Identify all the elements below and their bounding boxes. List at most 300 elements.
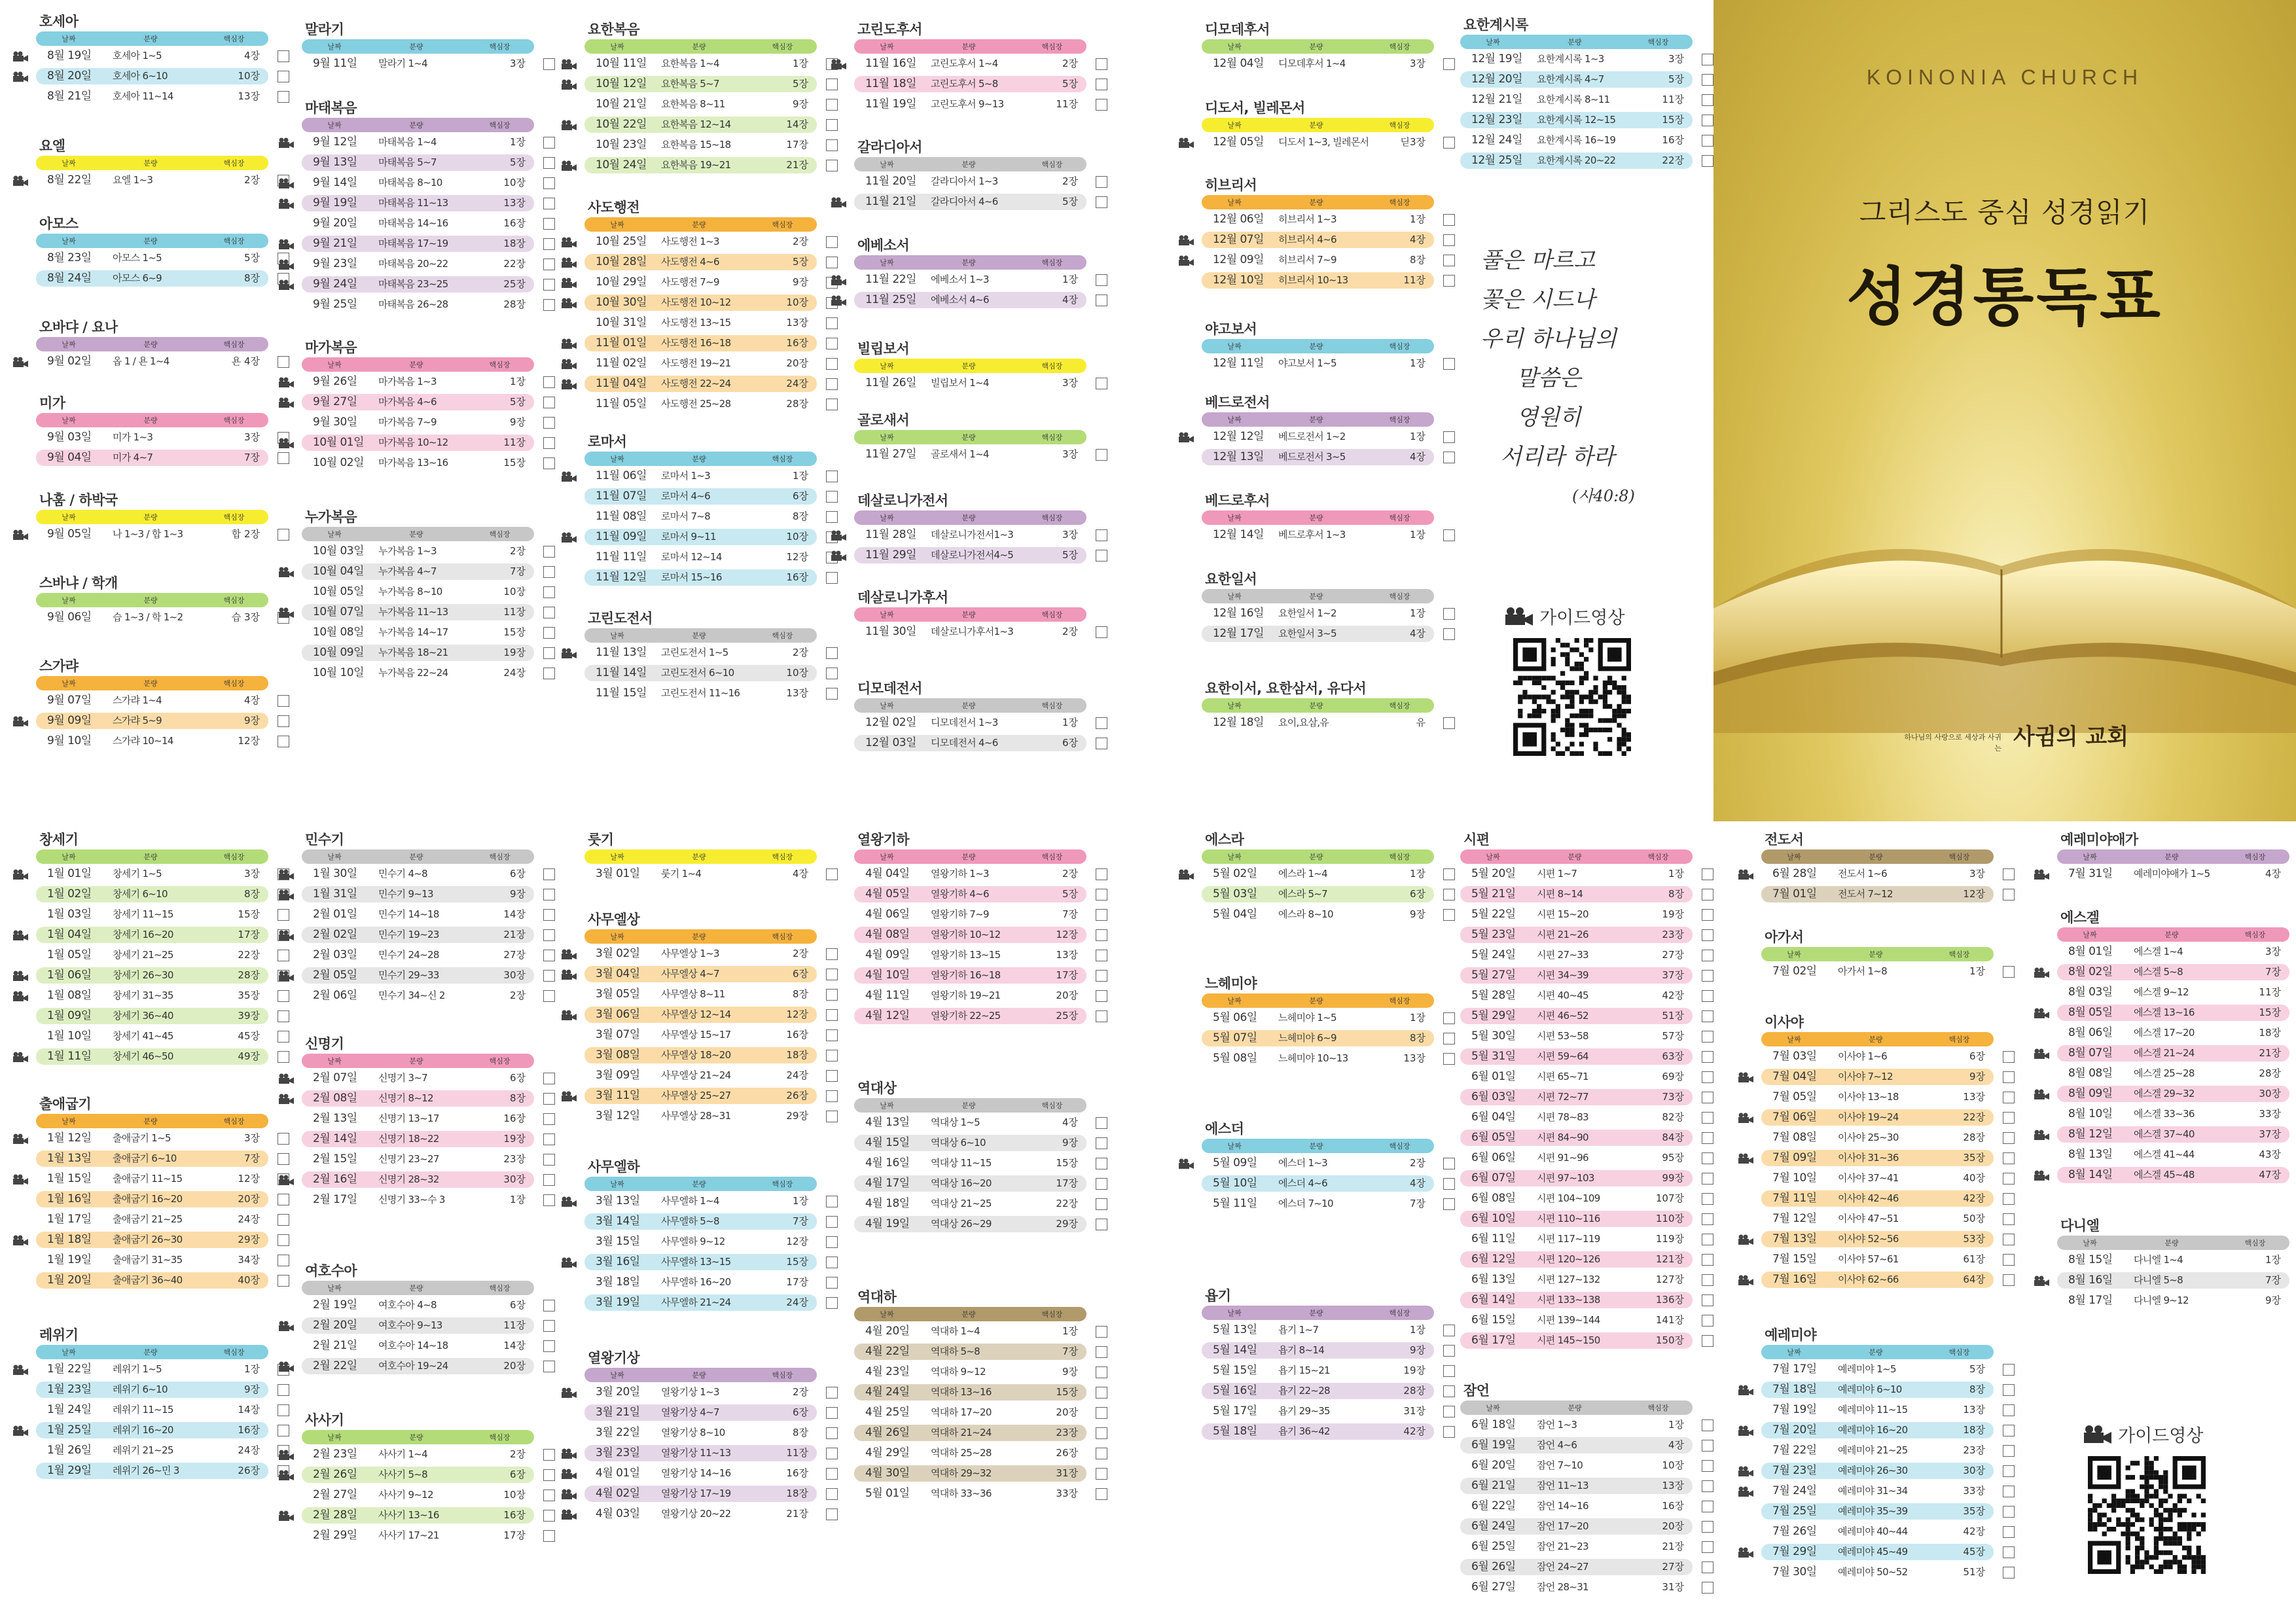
video-camera-icon[interactable] <box>278 1094 295 1104</box>
done-checkbox[interactable] <box>2003 1506 2015 1518</box>
done-checkbox[interactable] <box>1443 234 1455 246</box>
done-checkbox[interactable] <box>1096 1407 1107 1419</box>
done-checkbox[interactable] <box>543 1174 555 1186</box>
video-camera-icon[interactable] <box>2033 869 2050 880</box>
video-camera-icon[interactable] <box>278 1073 295 1084</box>
video-camera-icon[interactable] <box>2033 1170 2050 1181</box>
done-checkbox[interactable] <box>1702 970 1713 982</box>
done-checkbox[interactable] <box>1096 79 1107 90</box>
done-checkbox[interactable] <box>2003 1364 2015 1376</box>
done-checkbox[interactable] <box>826 1257 838 1268</box>
done-checkbox[interactable] <box>1702 950 1713 961</box>
header-range: 분량 <box>692 455 706 463</box>
video-camera-icon[interactable] <box>1177 869 1194 880</box>
done-checkbox[interactable] <box>1702 1254 1713 1266</box>
done-checkbox[interactable] <box>2003 868 2015 880</box>
done-checkbox[interactable] <box>2003 1051 2015 1063</box>
done-checkbox[interactable] <box>543 198 555 209</box>
video-camera-icon[interactable] <box>560 648 577 658</box>
reading-date: 7월 08일 <box>1772 1131 1817 1144</box>
video-camera-icon[interactable] <box>1737 1385 1754 1395</box>
done-checkbox[interactable] <box>1702 1521 1713 1533</box>
done-checkbox[interactable] <box>1702 1294 1713 1306</box>
done-checkbox[interactable] <box>543 1361 555 1372</box>
qr-code[interactable] <box>2088 1456 2206 1574</box>
done-checkbox[interactable] <box>1443 452 1455 463</box>
video-camera-icon[interactable] <box>278 259 295 270</box>
done-checkbox[interactable] <box>543 586 555 598</box>
video-camera-icon[interactable] <box>560 949 577 959</box>
done-checkbox[interactable] <box>2003 1193 2015 1205</box>
video-camera-icon[interactable] <box>1177 255 1194 266</box>
video-camera-icon[interactable] <box>12 71 29 82</box>
done-checkbox[interactable] <box>278 1010 289 1022</box>
done-checkbox[interactable] <box>543 668 555 679</box>
done-checkbox[interactable] <box>1702 1335 1713 1347</box>
video-camera-icon[interactable] <box>1737 1275 1754 1285</box>
video-camera-icon[interactable] <box>1177 1158 1194 1169</box>
reading-range: 출애굽기 36~40 <box>113 1274 183 1286</box>
video-camera-icon[interactable] <box>560 1489 577 1499</box>
video-camera-icon[interactable] <box>12 1425 29 1436</box>
video-camera-icon[interactable] <box>560 1509 577 1520</box>
done-checkbox[interactable] <box>826 1029 838 1041</box>
done-checkbox[interactable] <box>1702 1419 1713 1431</box>
done-checkbox[interactable] <box>1702 1460 1713 1472</box>
video-camera-icon[interactable] <box>2033 1008 2050 1018</box>
done-checkbox[interactable] <box>543 1449 555 1461</box>
done-checkbox[interactable] <box>1702 115 1713 126</box>
done-checkbox[interactable] <box>1443 275 1455 287</box>
done-checkbox[interactable] <box>1443 608 1455 620</box>
video-camera-icon[interactable] <box>278 1321 295 1331</box>
done-checkbox[interactable] <box>1096 58 1107 70</box>
done-checkbox[interactable] <box>826 1050 838 1061</box>
done-checkbox[interactable] <box>543 868 555 880</box>
done-checkbox[interactable] <box>543 1093 555 1105</box>
video-camera-icon[interactable] <box>560 969 577 980</box>
done-checkbox[interactable] <box>2003 1092 2015 1103</box>
video-camera-icon[interactable] <box>560 1448 577 1459</box>
video-camera-icon[interactable] <box>1177 137 1194 148</box>
done-checkbox[interactable] <box>2003 1384 2015 1396</box>
video-camera-icon[interactable] <box>278 1450 295 1460</box>
video-camera-icon[interactable] <box>12 716 29 726</box>
done-checkbox[interactable] <box>543 397 555 408</box>
done-checkbox[interactable] <box>1096 717 1107 729</box>
video-camera-icon[interactable] <box>12 51 29 62</box>
video-camera-icon[interactable] <box>12 529 29 540</box>
key-chapter: 7장 <box>1062 908 1078 920</box>
video-camera-icon[interactable] <box>278 1361 295 1372</box>
reading-row <box>1733 1562 1994 1582</box>
done-checkbox[interactable] <box>543 566 555 578</box>
done-checkbox[interactable] <box>1702 1440 1713 1452</box>
video-camera-icon[interactable] <box>1737 1072 1754 1082</box>
video-camera-icon[interactable] <box>560 1010 577 1020</box>
video-camera-icon[interactable] <box>12 1133 29 1144</box>
done-checkbox[interactable] <box>1096 1468 1107 1480</box>
video-camera-icon[interactable] <box>278 607 295 618</box>
done-checkbox[interactable] <box>2003 1546 2015 1558</box>
done-checkbox[interactable] <box>1702 1071 1713 1083</box>
video-camera-icon[interactable] <box>830 197 847 207</box>
done-checkbox[interactable] <box>1096 950 1107 961</box>
video-camera-icon[interactable] <box>560 338 577 349</box>
done-checkbox[interactable] <box>543 647 555 659</box>
video-camera-icon[interactable] <box>278 971 295 981</box>
done-checkbox[interactable] <box>1443 717 1455 729</box>
video-camera-icon[interactable] <box>1737 1234 1754 1245</box>
video-camera-icon[interactable] <box>12 357 29 367</box>
done-checkbox[interactable] <box>1096 550 1107 562</box>
video-camera-icon[interactable] <box>830 275 847 285</box>
video-camera-icon[interactable] <box>560 1387 577 1398</box>
video-camera-icon[interactable] <box>278 1470 295 1480</box>
video-camera-icon[interactable] <box>560 1091 577 1101</box>
done-checkbox[interactable] <box>1702 1051 1713 1063</box>
done-checkbox[interactable] <box>1702 1274 1713 1286</box>
done-checkbox[interactable] <box>1096 1117 1107 1129</box>
reading-range: 다니엘 5~8 <box>2134 1274 2183 1286</box>
video-camera-icon[interactable] <box>278 567 295 577</box>
key-chapter: 9장 <box>1409 1344 1426 1356</box>
done-checkbox[interactable] <box>1096 1326 1107 1338</box>
done-checkbox[interactable] <box>1096 929 1107 941</box>
video-camera-icon[interactable] <box>560 277 577 288</box>
video-camera-icon[interactable] <box>830 550 847 561</box>
video-camera-icon[interactable] <box>560 298 577 308</box>
video-camera-icon[interactable] <box>560 237 577 247</box>
done-checkbox[interactable] <box>1096 1219 1107 1230</box>
done-checkbox[interactable] <box>278 1234 289 1246</box>
done-checkbox[interactable] <box>1096 626 1107 638</box>
done-checkbox[interactable] <box>2003 1526 2015 1538</box>
done-checkbox[interactable] <box>543 1530 555 1542</box>
done-checkbox[interactable] <box>826 1236 838 1248</box>
done-checkbox[interactable] <box>1443 431 1455 443</box>
video-camera-icon[interactable] <box>560 160 577 171</box>
done-checkbox[interactable] <box>1096 889 1107 901</box>
done-checkbox[interactable] <box>2003 1071 2015 1083</box>
done-checkbox[interactable] <box>543 58 555 70</box>
done-checkbox[interactable] <box>2003 1112 2015 1124</box>
video-camera-icon[interactable] <box>560 471 577 482</box>
done-checkbox[interactable] <box>1096 1158 1107 1169</box>
video-camera-icon[interactable] <box>12 1174 29 1185</box>
video-camera-icon[interactable] <box>560 59 577 69</box>
done-checkbox[interactable] <box>1096 176 1107 188</box>
done-checkbox[interactable] <box>1702 889 1713 901</box>
done-checkbox[interactable] <box>1096 1198 1107 1210</box>
qr-code[interactable] <box>1513 638 1631 756</box>
video-camera-icon[interactable] <box>278 930 295 940</box>
video-camera-icon[interactable] <box>278 279 295 290</box>
done-checkbox[interactable] <box>2003 1173 2015 1185</box>
reading-range: 사도행전 16~18 <box>661 337 731 349</box>
video-camera-icon[interactable] <box>278 377 295 387</box>
video-camera-icon[interactable] <box>560 120 577 130</box>
done-checkbox[interactable] <box>543 1154 555 1166</box>
done-checkbox[interactable] <box>1096 970 1107 982</box>
done-checkbox[interactable] <box>2003 1132 2015 1144</box>
done-checkbox[interactable] <box>543 970 555 982</box>
done-checkbox[interactable] <box>1096 196 1107 208</box>
video-camera-icon[interactable] <box>560 79 577 90</box>
header-key: 핵심장 <box>223 159 245 168</box>
done-checkbox[interactable] <box>1702 1234 1713 1245</box>
done-checkbox[interactable] <box>1702 1561 1713 1573</box>
video-camera-icon[interactable] <box>1737 1466 1754 1476</box>
video-camera-icon[interactable] <box>12 869 29 880</box>
done-checkbox[interactable] <box>1702 1173 1713 1185</box>
done-checkbox[interactable] <box>2003 966 2015 978</box>
done-checkbox[interactable] <box>1702 1031 1713 1043</box>
done-checkbox[interactable] <box>2003 1254 2015 1266</box>
video-camera-icon[interactable] <box>1737 1153 1754 1164</box>
done-checkbox[interactable] <box>826 119 838 131</box>
video-camera-icon[interactable] <box>2033 1275 2050 1286</box>
video-camera-icon[interactable] <box>12 175 29 186</box>
done-checkbox[interactable] <box>1096 1427 1107 1439</box>
done-checkbox[interactable] <box>1702 1541 1713 1553</box>
done-checkbox[interactable] <box>543 1194 555 1206</box>
video-camera-icon[interactable] <box>1737 1425 1754 1436</box>
done-checkbox[interactable] <box>543 1469 555 1481</box>
done-checkbox[interactable] <box>1096 378 1107 389</box>
video-camera-icon[interactable] <box>278 239 295 249</box>
done-checkbox[interactable] <box>1702 1213 1713 1225</box>
done-checkbox[interactable] <box>1096 1178 1107 1190</box>
done-checkbox[interactable] <box>826 668 838 679</box>
done-checkbox[interactable] <box>543 137 555 149</box>
done-checkbox[interactable] <box>1096 1448 1107 1459</box>
done-checkbox[interactable] <box>278 736 289 747</box>
video-camera-icon[interactable] <box>560 359 577 369</box>
header-key: 핵심장 <box>1041 1310 1063 1319</box>
key-chapter: 5장 <box>509 396 526 408</box>
video-camera-icon[interactable] <box>1737 1113 1754 1123</box>
video-camera-icon[interactable] <box>560 532 577 543</box>
video-camera-icon[interactable] <box>278 889 295 900</box>
done-checkbox[interactable] <box>2003 1274 2015 1286</box>
done-checkbox[interactable] <box>1702 1501 1713 1512</box>
header-range: 분량 <box>143 853 158 861</box>
done-checkbox[interactable] <box>543 1300 555 1311</box>
done-checkbox[interactable] <box>1096 529 1107 541</box>
done-checkbox[interactable] <box>1096 294 1107 306</box>
video-camera-icon[interactable] <box>1737 1547 1754 1558</box>
reading-date: 1월 06일 <box>47 969 92 982</box>
reading-date: 4월 02일 <box>596 1487 640 1500</box>
done-checkbox[interactable] <box>2003 1234 2015 1245</box>
done-checkbox[interactable] <box>1702 909 1713 921</box>
done-checkbox[interactable] <box>1702 868 1713 880</box>
done-checkbox[interactable] <box>1702 135 1713 147</box>
done-checkbox[interactable] <box>1702 1152 1713 1164</box>
video-camera-icon[interactable] <box>278 869 295 880</box>
video-camera-icon[interactable] <box>12 1235 29 1245</box>
done-checkbox[interactable] <box>826 317 838 329</box>
done-checkbox[interactable] <box>543 1133 555 1145</box>
done-checkbox[interactable] <box>1096 1387 1107 1399</box>
reading-row <box>8 46 268 66</box>
video-camera-icon[interactable] <box>278 137 295 148</box>
done-checkbox[interactable] <box>543 950 555 961</box>
done-checkbox[interactable] <box>2003 1486 2015 1497</box>
done-checkbox[interactable] <box>543 627 555 639</box>
done-checkbox[interactable] <box>543 376 555 388</box>
video-camera-icon[interactable] <box>278 1175 295 1185</box>
done-checkbox[interactable] <box>1702 1480 1713 1492</box>
done-checkbox[interactable] <box>1702 74 1713 86</box>
done-checkbox[interactable] <box>1702 155 1713 167</box>
reading-range: 시편 78~83 <box>1537 1111 1588 1123</box>
video-camera-icon[interactable] <box>2033 1089 2050 1099</box>
video-camera-icon[interactable] <box>278 178 295 188</box>
done-checkbox[interactable] <box>543 929 555 941</box>
done-checkbox[interactable] <box>2003 1567 2015 1578</box>
video-camera-icon[interactable] <box>2033 1048 2050 1059</box>
done-checkbox[interactable] <box>1096 738 1107 749</box>
done-checkbox[interactable] <box>826 471 838 482</box>
done-checkbox[interactable] <box>543 607 555 618</box>
done-checkbox[interactable] <box>1443 1365 1455 1377</box>
done-checkbox[interactable] <box>543 1510 555 1522</box>
video-camera-icon[interactable] <box>12 991 29 1001</box>
video-camera-icon[interactable] <box>12 971 29 981</box>
video-camera-icon[interactable] <box>830 295 847 306</box>
header-range: 분량 <box>692 933 706 941</box>
done-checkbox[interactable] <box>1096 1366 1107 1378</box>
video-camera-icon[interactable] <box>12 1052 29 1062</box>
done-checkbox[interactable] <box>543 546 555 558</box>
done-checkbox[interactable] <box>1702 990 1713 1002</box>
reading-date: 1월 02일 <box>47 887 92 901</box>
reading-range: 시편 65~71 <box>1537 1071 1588 1082</box>
done-checkbox[interactable] <box>543 1113 555 1125</box>
video-camera-icon[interactable] <box>1177 235 1194 245</box>
video-camera-icon[interactable] <box>278 1510 295 1521</box>
video-camera-icon[interactable] <box>2033 1130 2050 1140</box>
done-checkbox[interactable] <box>1443 358 1455 370</box>
done-checkbox[interactable] <box>1702 1092 1713 1103</box>
video-camera-icon[interactable] <box>1737 869 1754 880</box>
video-camera-icon[interactable] <box>12 930 29 940</box>
reading-date: 9월 24일 <box>313 277 357 291</box>
done-checkbox[interactable] <box>543 238 555 250</box>
done-checkbox[interactable] <box>543 157 555 169</box>
done-checkbox[interactable] <box>1096 1137 1107 1149</box>
done-checkbox[interactable] <box>826 572 838 584</box>
done-checkbox[interactable] <box>543 1340 555 1352</box>
done-checkbox[interactable] <box>543 177 555 189</box>
done-checkbox[interactable] <box>543 889 555 901</box>
done-checkbox[interactable] <box>1702 1132 1713 1144</box>
done-checkbox[interactable] <box>1443 214 1455 226</box>
done-checkbox[interactable] <box>2003 1152 2015 1164</box>
done-checkbox[interactable] <box>278 1384 289 1396</box>
done-checkbox[interactable] <box>1096 1488 1107 1500</box>
done-checkbox[interactable] <box>1702 1010 1713 1022</box>
video-camera-icon[interactable] <box>830 59 847 69</box>
done-checkbox[interactable] <box>543 990 555 1002</box>
done-checkbox[interactable] <box>543 417 555 429</box>
done-checkbox[interactable] <box>543 457 555 469</box>
done-checkbox[interactable] <box>1702 1315 1713 1327</box>
done-checkbox[interactable] <box>543 909 555 921</box>
done-checkbox[interactable] <box>543 1320 555 1332</box>
done-checkbox[interactable] <box>1096 274 1107 286</box>
done-checkbox[interactable] <box>1096 99 1107 111</box>
done-checkbox[interactable] <box>2003 1213 2015 1225</box>
done-checkbox[interactable] <box>1702 1582 1713 1594</box>
video-camera-icon[interactable] <box>560 257 577 268</box>
reading-row <box>274 1295 534 1315</box>
done-checkbox[interactable] <box>1443 255 1455 266</box>
done-checkbox[interactable] <box>1096 1010 1107 1022</box>
video-camera-icon[interactable] <box>278 198 295 209</box>
key-chapter: 21장 <box>503 929 526 940</box>
done-checkbox[interactable] <box>1096 1346 1107 1358</box>
video-camera-icon[interactable] <box>12 1364 29 1375</box>
header-date: 날짜 <box>1227 1309 1242 1317</box>
done-checkbox[interactable] <box>2003 1404 2015 1416</box>
video-camera-icon[interactable] <box>1177 432 1194 442</box>
done-checkbox[interactable] <box>1702 94 1713 106</box>
video-camera-icon[interactable] <box>560 1196 577 1207</box>
done-checkbox[interactable] <box>278 1214 289 1226</box>
done-checkbox[interactable] <box>1702 1112 1713 1124</box>
done-checkbox[interactable] <box>826 399 838 410</box>
done-checkbox[interactable] <box>2003 1425 2015 1436</box>
video-camera-icon[interactable] <box>278 438 295 448</box>
done-checkbox[interactable] <box>543 259 555 270</box>
video-camera-icon[interactable] <box>278 397 295 408</box>
done-checkbox[interactable] <box>1443 628 1455 640</box>
done-checkbox[interactable] <box>826 1508 838 1520</box>
video-camera-icon[interactable] <box>560 1469 577 1479</box>
table-header <box>584 929 817 944</box>
done-checkbox[interactable] <box>1096 449 1107 461</box>
reading-range: 시편 91~96 <box>1537 1152 1588 1164</box>
done-checkbox[interactable] <box>543 218 555 230</box>
done-checkbox[interactable] <box>1702 1193 1713 1205</box>
video-camera-icon[interactable] <box>560 1257 577 1268</box>
done-checkbox[interactable] <box>543 279 555 291</box>
video-camera-icon[interactable] <box>830 530 847 541</box>
done-checkbox[interactable] <box>543 437 555 449</box>
video-camera-icon[interactable] <box>560 379 577 389</box>
done-checkbox[interactable] <box>1702 54 1713 65</box>
done-checkbox[interactable] <box>1096 990 1107 1002</box>
done-checkbox[interactable] <box>278 715 289 727</box>
done-checkbox[interactable] <box>1096 909 1107 921</box>
done-checkbox[interactable] <box>826 647 838 659</box>
done-checkbox[interactable] <box>543 1489 555 1501</box>
done-checkbox[interactable] <box>1443 529 1455 541</box>
done-checkbox[interactable] <box>2003 1445 2015 1457</box>
video-camera-icon[interactable] <box>1737 1486 1754 1497</box>
done-checkbox[interactable] <box>1096 868 1107 880</box>
done-checkbox[interactable] <box>278 695 289 707</box>
done-checkbox[interactable] <box>1702 929 1713 941</box>
done-checkbox[interactable] <box>2003 1465 2015 1477</box>
done-checkbox[interactable] <box>543 299 555 311</box>
done-checkbox[interactable] <box>2003 889 2015 901</box>
video-camera-icon[interactable] <box>2033 967 2050 978</box>
done-checkbox[interactable] <box>543 1073 555 1084</box>
